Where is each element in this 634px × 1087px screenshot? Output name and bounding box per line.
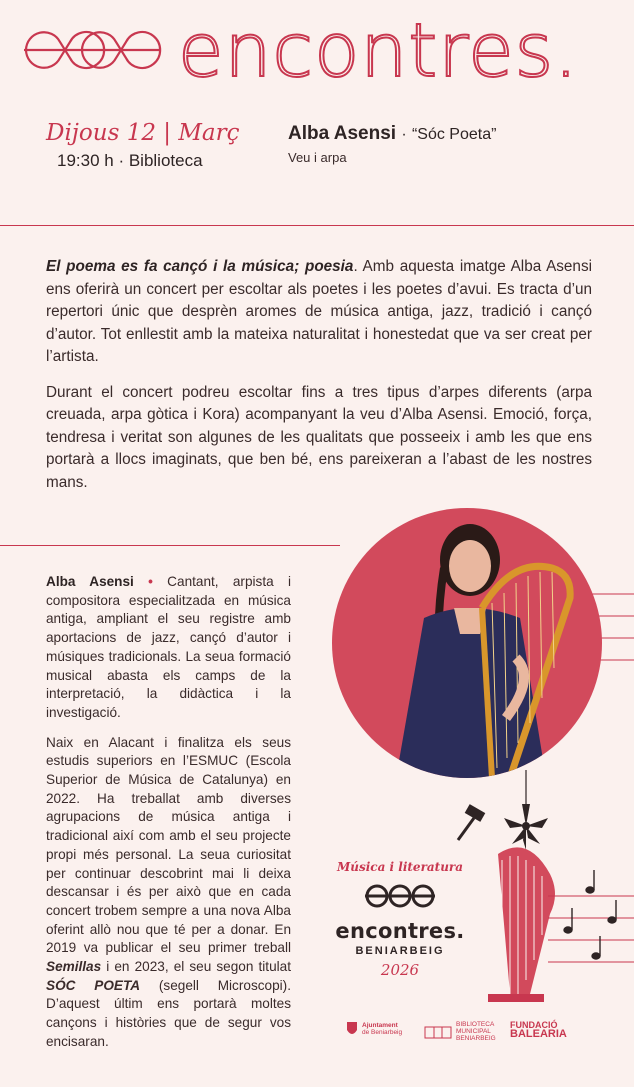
sponsor-ajuntament bbox=[346, 1021, 402, 1037]
album-soc-poeta: SÓC POETA bbox=[46, 977, 141, 993]
bio-paragraph-1 bbox=[46, 573, 291, 723]
event-instrument: Veu i arpa bbox=[288, 150, 347, 165]
encontres-logo bbox=[22, 8, 612, 94]
album-semillas: Semillas bbox=[46, 959, 102, 975]
sponsor-1-line-2: de Beniarbeig bbox=[362, 1029, 403, 1036]
palm-icon bbox=[504, 804, 548, 850]
hammer-icon bbox=[458, 804, 485, 840]
badge-category: Música i literatura bbox=[336, 860, 464, 874]
intro-lead: El poema es fa cançó i la música; poesia bbox=[46, 258, 354, 275]
crest-icon bbox=[346, 1021, 358, 1037]
sponsor-3-line-2: BALEARIA bbox=[510, 1028, 567, 1040]
badge-place: BENIARBEIG bbox=[355, 945, 445, 957]
event-time-place: 19:30 h · Biblioteca bbox=[57, 151, 203, 170]
event-date: Dijous 12 | Març bbox=[46, 120, 240, 146]
sponsor-fundacio-balearia bbox=[510, 1021, 567, 1039]
intro-text bbox=[46, 256, 592, 507]
intro-p1-text: . Amb aquesta imatge Alba Asensi ens oferirà un concert per escoltar als poetes i les poetes d’avui. Es tracta d’un repertori únic que desprèn aromes de música antiga, jazz, tradició i cançó d’autor. Tot enllestit amb la mateixa naturalitat i honestedat que va ser creat per l’artista. bbox=[46, 258, 592, 365]
divider-middle bbox=[0, 545, 340, 546]
intro-paragraph-2: Durant el concert podreu escoltar fins a tres tipus d’arpes diferents (arpa creuada, arpa gòtica i Kora) acompanyant la veu d’Alba Asensi. Emoció, força, tendresa i veritat son algunes de les qualitats que posseeix i amb les que ens portarà a llocs imaginats, que ben bé, ens pareixeran a l’abast de les nostres mans. bbox=[46, 383, 592, 491]
badge-wordmark: encontres. bbox=[335, 919, 465, 943]
loops-logo-icon bbox=[22, 20, 162, 80]
bio-paragraph-2 bbox=[46, 734, 291, 1052]
intro-paragraph-1 bbox=[46, 256, 592, 369]
badge-loops-icon bbox=[363, 882, 437, 910]
concert-title: “Sóc Poeta” bbox=[411, 126, 497, 143]
sponsor-1-line-1: Ajuntament bbox=[362, 1022, 398, 1029]
artist-bio bbox=[46, 573, 291, 1063]
bio-p2-text-c: (segell Microscopi). D’aquest últim ens portarà moltes cançons i històries que de segur vos encisaran. bbox=[46, 977, 291, 1049]
artist-with-harp-illustration bbox=[332, 508, 602, 778]
sponsor-biblioteca bbox=[424, 1021, 496, 1042]
sponsor-2-line-3: BENIARBEIG bbox=[456, 1035, 496, 1042]
bio-p2-text-b: i en 2023, el seu segon titulat bbox=[101, 959, 291, 975]
bio-p2-text-a: Naix en Alacant i finalitza els seus estudis superiors en l’ESMUC (Escola Superior de Música de Catalunya) en 2022. Ha treballat amb diverses agrupacions de música antiga i tradicional així com amb el seu projecte propi més personal. La seua curiositat per continuar descobrint mai li deixa descansar i és per això que en cada concert trobem sempre a una nova Alba oferint allò nou que té per a donar. En 2019 va publicar el seu primer treball bbox=[46, 734, 291, 956]
sponsor-2-line-1: BIBLIOTECA bbox=[456, 1021, 495, 1028]
sponsor-2-line-2: MUNICIPAL bbox=[456, 1028, 491, 1035]
music-notes-icon bbox=[564, 870, 616, 959]
badge-year: 2026 bbox=[380, 961, 420, 979]
divider-top bbox=[0, 225, 634, 226]
bio-bullet: • bbox=[148, 574, 153, 589]
festival-badge bbox=[330, 860, 470, 979]
artist-name: Alba Asensi bbox=[288, 123, 397, 144]
artist-separator: · bbox=[401, 126, 407, 143]
sponsor-3-line-1: FUNDACIÓ bbox=[510, 1020, 558, 1030]
event-artist-line bbox=[288, 123, 496, 145]
bio-name: Alba Asensi bbox=[46, 574, 134, 589]
bio-p1-text: Cantant, arpista i compositora especialitzada en música antiga, ampliant el seu registre amb aportacions de jazz, cançó d’autor i músiques tradicionals. La seua formació musical abasta els camps de la interpretació, la didàctica i la investigació. bbox=[46, 574, 291, 720]
library-icon bbox=[424, 1025, 452, 1039]
logo-wordmark: encontres. bbox=[178, 8, 579, 94]
artist-photo bbox=[332, 508, 602, 778]
